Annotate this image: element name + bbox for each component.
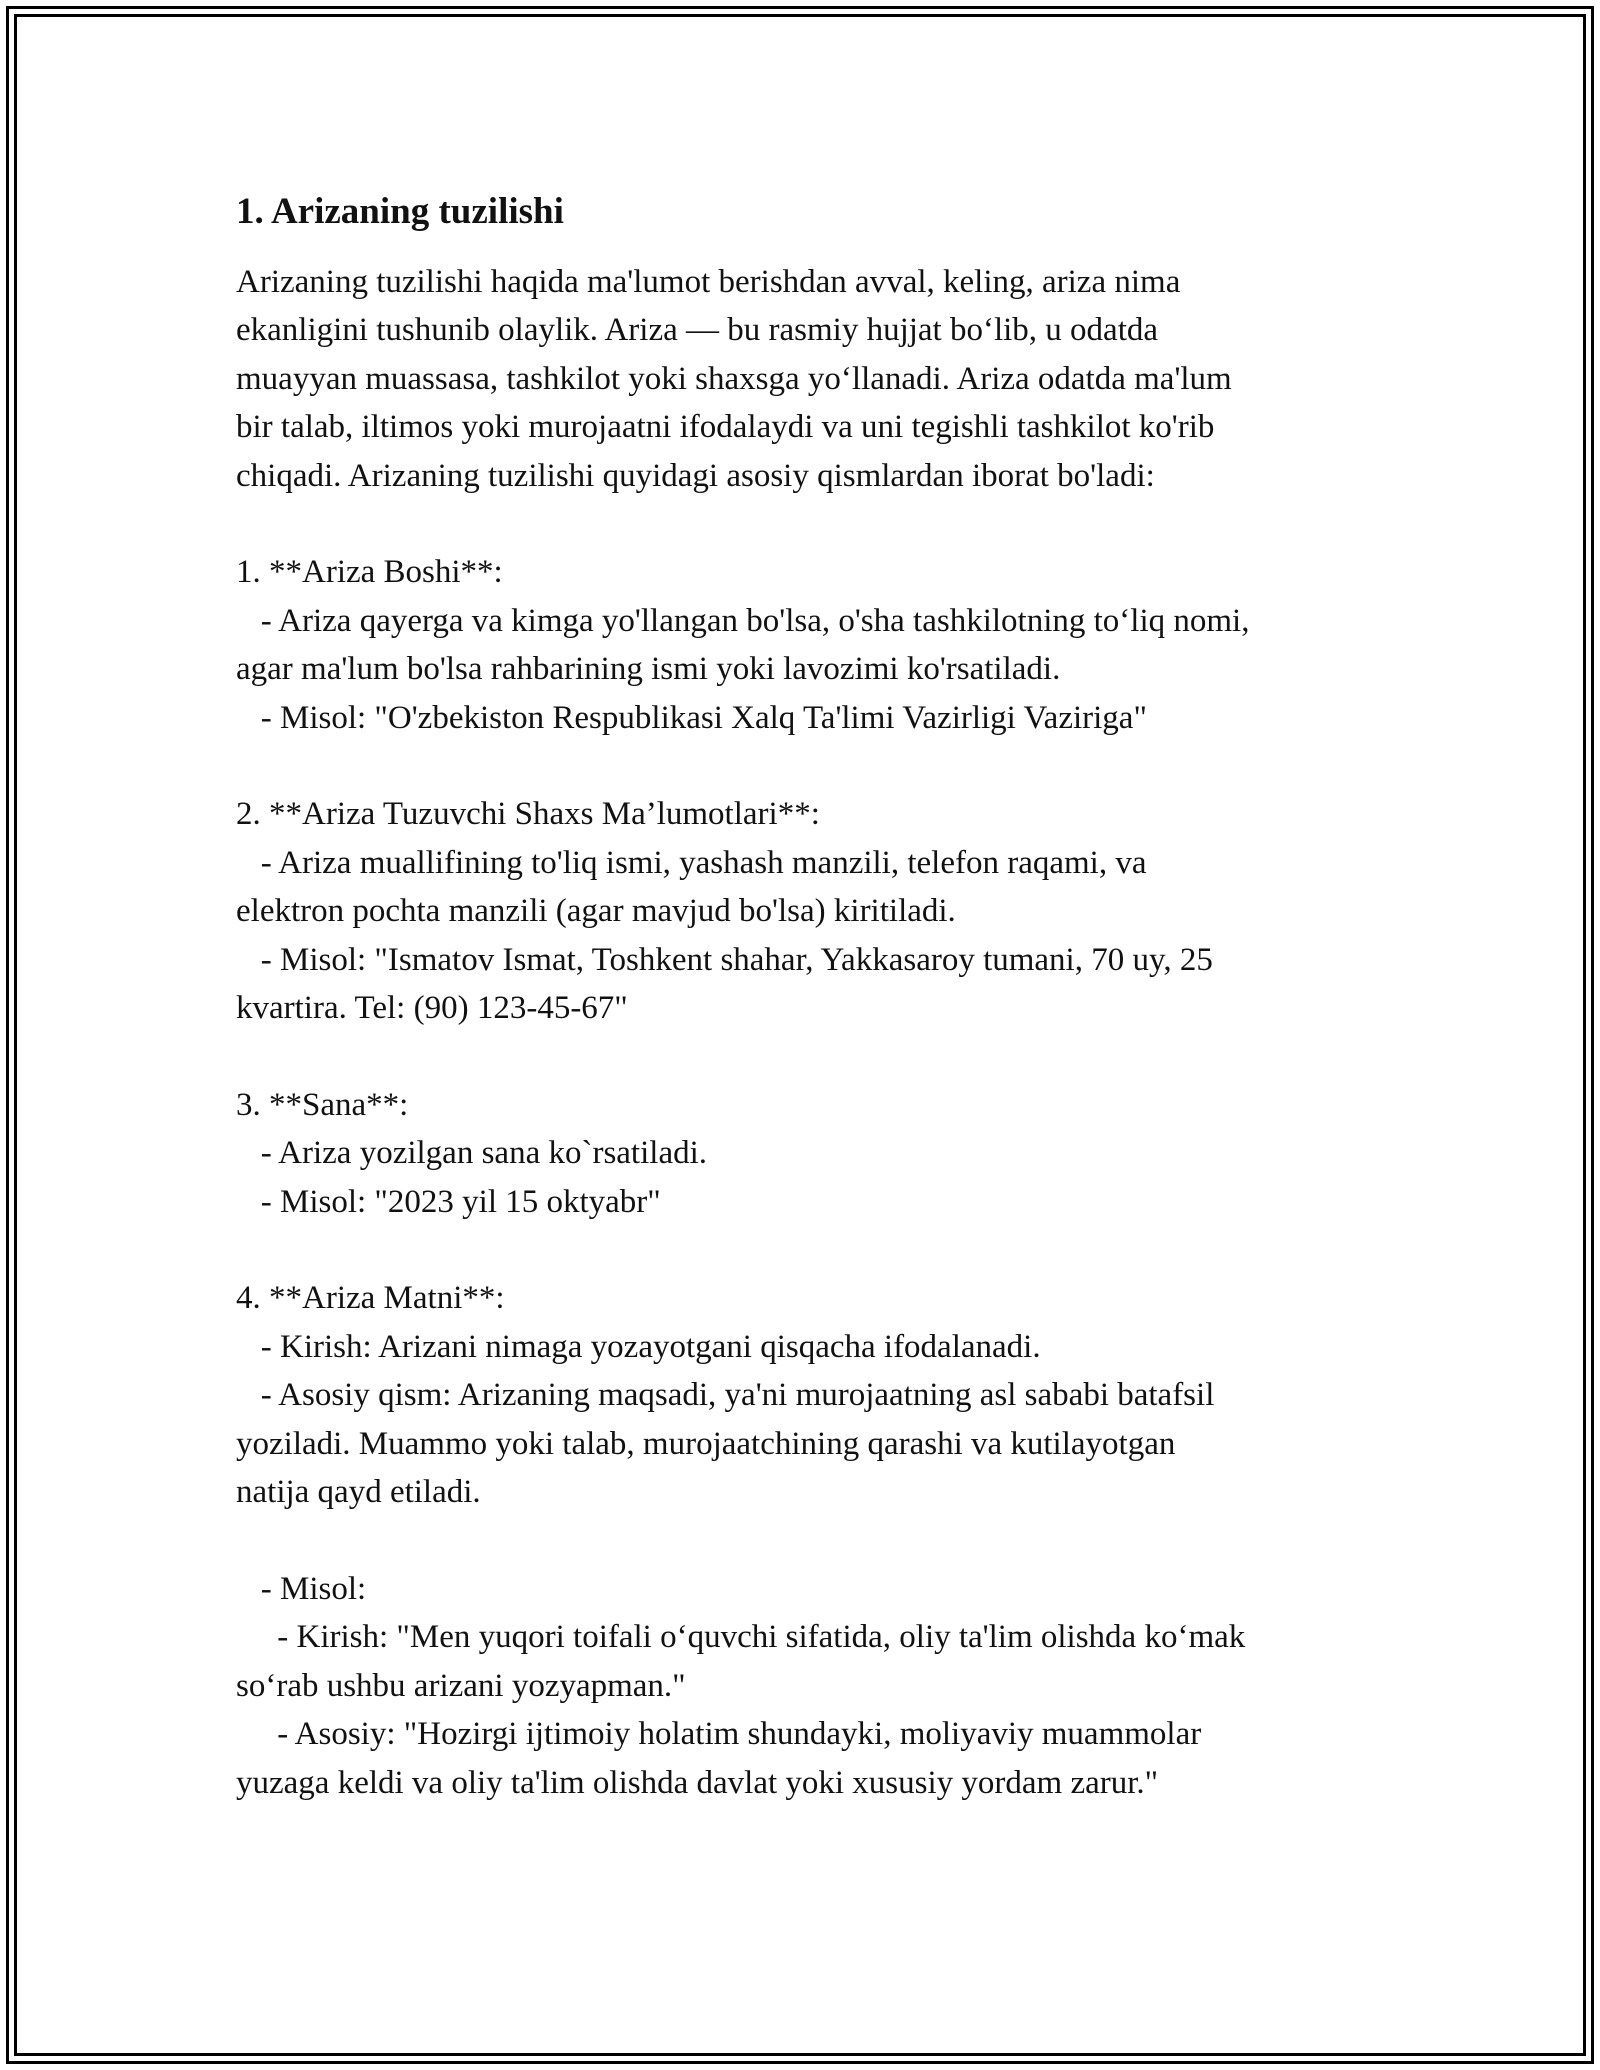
section-heading: 1. Arizaning tuzilishi: [236, 191, 564, 232]
section-line: - Ariza qayerga va kimga yo'llangan bo'lsa, o'sha tashkilotning to‘liq nomi,: [236, 602, 1250, 639]
intro-line: chiqadi. Arizaning tuzilishi quyidagi asosiy qismlardan iborat bo'ladi:: [236, 457, 1155, 494]
blank-line: [236, 1517, 1386, 1565]
section-example: - Misol: "O'zbekiston Respublikasi Xalq Ta'limi Vazirligi Vaziriga": [236, 699, 1147, 736]
section-example: yuzaga keldi va oliy ta'lim olishda davlat yoki xususiy yordam zarur.": [236, 1764, 1159, 1801]
section-line: - Ariza yozilgan sana ko`rsatiladi.: [236, 1135, 708, 1172]
section-title: 2. **Ariza Tuzuvchi Shaxs Ma’lumotlari**:: [236, 796, 820, 833]
section-example: so‘rab ushbu arizani yozyapman.": [236, 1667, 686, 1704]
section-example: - Misol: "Ismatov Ismat, Toshkent shahar, Yakkasaroy tumani, 70 uy, 25: [236, 941, 1213, 978]
section-ariza-boshi: [236, 548, 1386, 742]
blank-line: [236, 500, 1386, 548]
intro-line: Arizaning tuzilishi haqida ma'lumot berishdan avval, keling, ariza nima: [236, 264, 1181, 300]
section-line: yoziladi. Muammo yoki talab, murojaatchining qarashi va kutilayotgan: [236, 1425, 1176, 1462]
section-example: - Misol:: [236, 1570, 367, 1607]
intro-line: bir talab, iltimos yoki murojaatni ifodalaydi va uni tegishli tashkilot ko'rib: [236, 409, 1215, 446]
section-example: - Kirish: "Men yuqori toifali o‘quvchi sifatida, oliy ta'lim olishda ko‘mak: [236, 1619, 1246, 1656]
blank-line: [236, 742, 1386, 790]
section-line: - Kirish: Arizani nimaga yozayotgani qisqacha ifodalanadi.: [236, 1328, 1041, 1365]
intro-paragraph: [236, 258, 1386, 500]
section-line: natija qayd etiladi.: [236, 1474, 481, 1511]
section-example: kvartira. Tel: (90) 123-45-67": [236, 990, 628, 1027]
section-example: - Asosiy: "Hozirgi ijtimoiy holatim shundayki, moliyaviy muammolar: [236, 1716, 1202, 1753]
section-sana: [236, 1081, 1386, 1226]
section-misol: [236, 1565, 1386, 1807]
section-line: - Asosiy qism: Arizaning maqsadi, ya'ni murojaatning asl sababi batafsil: [236, 1377, 1215, 1414]
intro-line: ekanligini tushunib olaylik. Ariza — bu rasmiy hujjat bo‘lib, u odatda: [236, 312, 1159, 349]
section-example: - Misol: "2023 yil 15 oktyabr": [236, 1183, 661, 1220]
section-ariza-matni: [236, 1274, 1386, 1516]
section-title: 4. **Ariza Matni**:: [236, 1280, 505, 1317]
section-title: 1. **Ariza Boshi**:: [236, 554, 503, 591]
section-line: - Ariza muallifining to'liq ismi, yashash manzili, telefon raqami, va: [236, 844, 1147, 881]
section-line: agar ma'lum bo'lsa rahbarining ismi yoki lavozimi ko'rsatiladi.: [236, 651, 1061, 688]
section-tuzuvchi-malumotlari: [236, 790, 1386, 1032]
document-body: [236, 186, 1386, 1807]
section-line: elektron pochta manzili (agar mavjud bo'lsa) kiritiladi.: [236, 893, 956, 930]
blank-line: [236, 1226, 1386, 1274]
intro-line: muayyan muassasa, tashkilot yoki shaxsga yo‘llanadi. Ariza odatda ma'lum: [236, 360, 1232, 397]
section-title: 3. **Sana**:: [236, 1086, 409, 1123]
blank-line: [236, 1032, 1386, 1080]
